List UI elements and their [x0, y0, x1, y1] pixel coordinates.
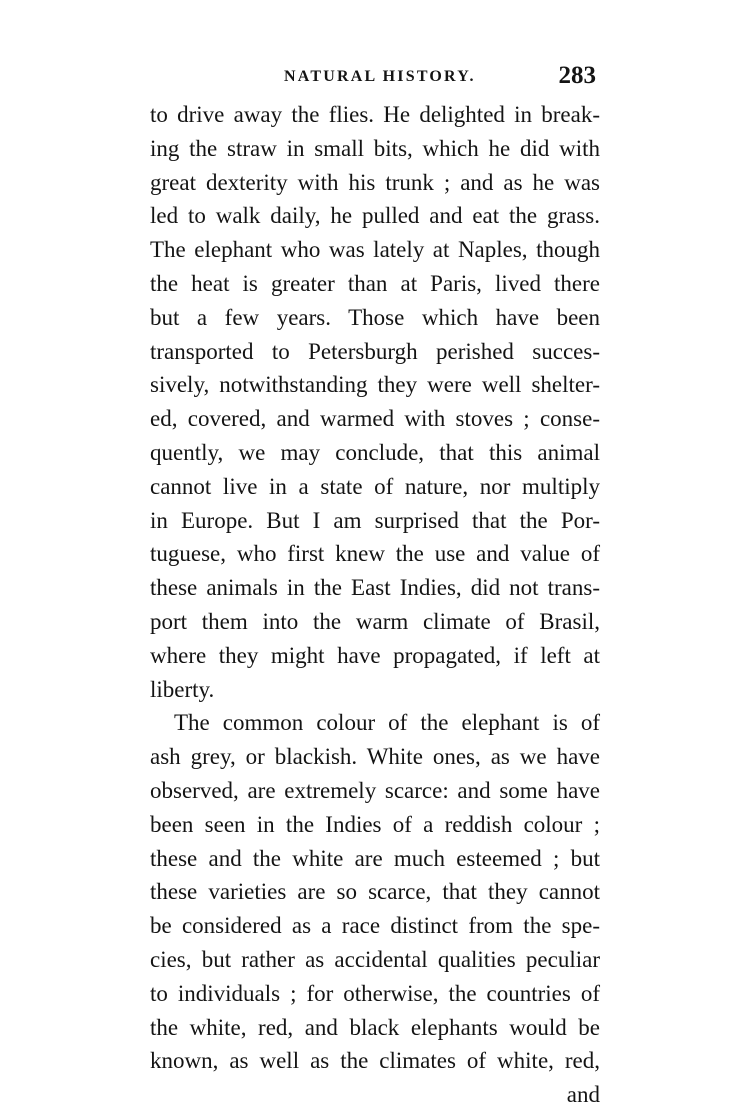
- text-line: great dexterity with his trunk ; and as he was: [150, 169, 600, 195]
- text-line: these animals in the East Indies, did not trans-: [150, 575, 600, 601]
- text-line: ing the straw in small bits, which he did with: [150, 135, 600, 161]
- text-line: port them into the warm climate of Brasil,: [150, 608, 600, 634]
- text-line: cies, but rather as accidental qualities peculiar: [150, 946, 600, 972]
- text-line: been seen in the Indies of a reddish colour ;: [150, 811, 600, 837]
- text-line: but a few years. Those which have been: [150, 304, 600, 330]
- text-line: to drive away the flies. He delighted in break-: [150, 102, 600, 127]
- text-line: ash grey, or blackish. White ones, as we have: [150, 744, 600, 770]
- text-line: liberty.: [150, 676, 215, 702]
- body-text: [150, 98, 600, 1112]
- text-line: The common colour of the elephant is of: [174, 710, 600, 736]
- text-line: these varieties are so scarce, that they cannot: [150, 879, 600, 905]
- text-line: where they might have propagated, if left at: [150, 642, 600, 668]
- text-line: be considered as a race distinct from the spe-: [150, 913, 600, 939]
- paragraph: [150, 98, 600, 706]
- text-line: the heat is greater than at Paris, lived there: [150, 270, 600, 296]
- catchword: and: [566, 1082, 600, 1108]
- text-line: quently, we may conclude, that this animal: [150, 439, 600, 465]
- text-line: in Europe. But I am surprised that the Por-: [150, 507, 600, 533]
- running-head: [148, 62, 598, 94]
- text-line: to individuals ; for otherwise, the countries of: [150, 980, 600, 1006]
- text-line: tuguese, who first knew the use and value of: [150, 541, 600, 567]
- text-line: the white, red, and black elephants would be: [150, 1014, 600, 1040]
- page-number: 283: [558, 62, 596, 89]
- text-line: led to walk daily, he pulled and eat the grass.: [150, 203, 600, 229]
- text-line: ed, covered, and warmed with stoves ; conse-: [150, 406, 600, 432]
- text-line: known, as well as the climates of white, red,: [150, 1048, 600, 1074]
- text-line: these and the white are much esteemed ; but: [150, 845, 600, 871]
- running-title: NATURAL HISTORY.: [284, 68, 476, 85]
- text-line: observed, are extremely scarce: and some have: [150, 777, 600, 803]
- text-line: cannot live in a state of nature, nor multiply: [150, 473, 600, 499]
- text-line: transported to Petersburgh perished succes-: [150, 338, 600, 364]
- paragraph: [150, 706, 600, 1078]
- text-line: sively, notwithstanding they were well shelter-: [150, 372, 600, 398]
- text-line: The elephant who was lately at Naples, though: [150, 237, 600, 263]
